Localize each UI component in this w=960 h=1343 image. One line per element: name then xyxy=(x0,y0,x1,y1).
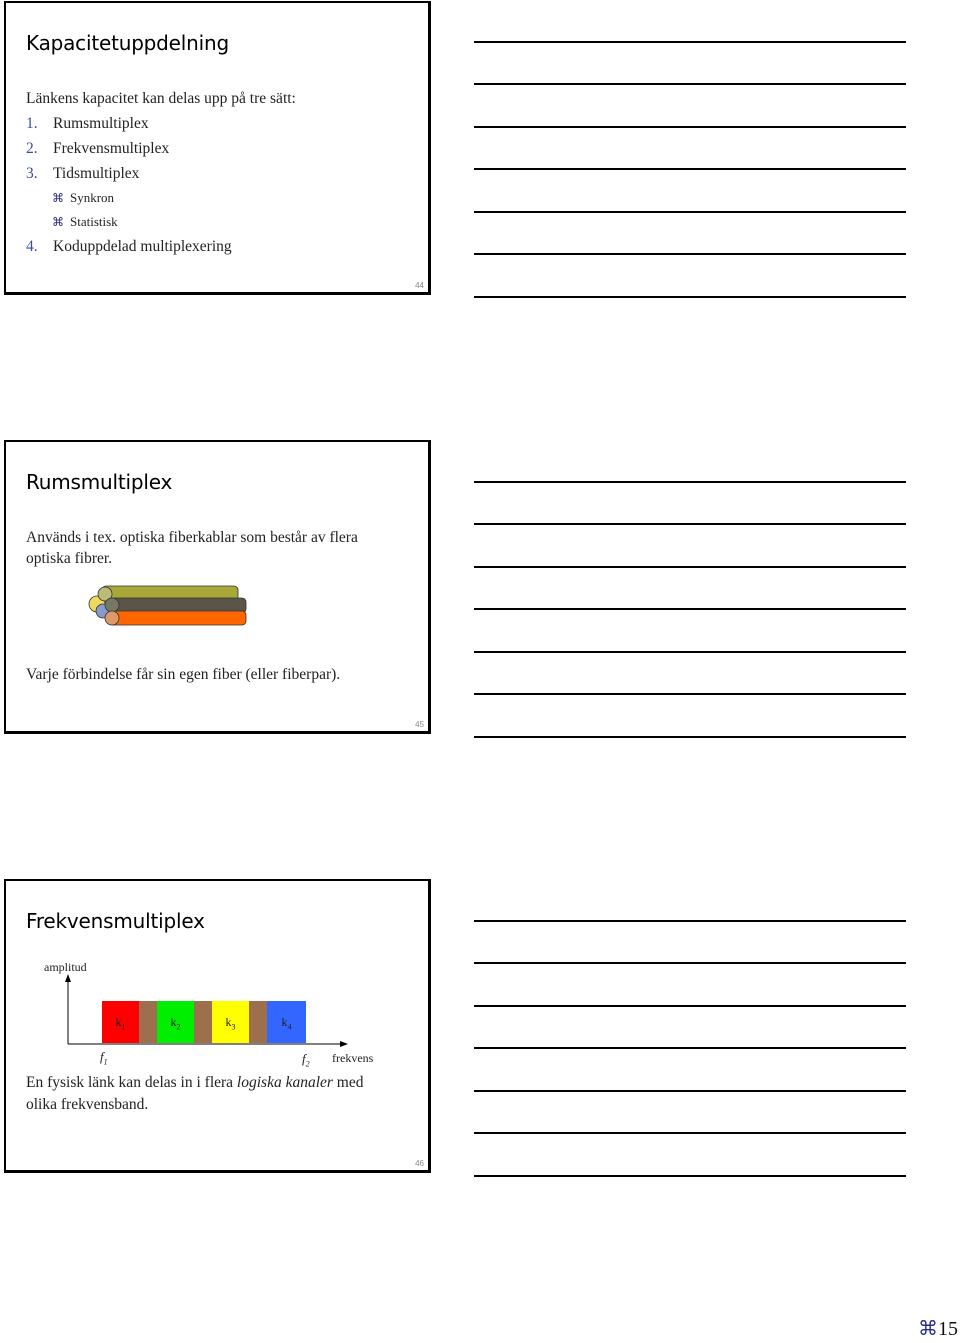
slide-number: 44 xyxy=(415,281,424,290)
fiber-orange xyxy=(108,611,246,625)
slide-number: 46 xyxy=(415,1159,424,1168)
guard-band xyxy=(249,1001,267,1043)
f2-label: $f_2$ xyxy=(302,1051,310,1069)
f1-label: $f_1$ xyxy=(100,1049,108,1067)
page-number: 15 xyxy=(938,1318,958,1340)
x-axis-label: frekvens xyxy=(332,1051,374,1065)
fiber-bundle-illustration xyxy=(84,584,252,630)
fiber-end-orange xyxy=(105,611,119,625)
slide-title: Rumsmultiplex xyxy=(26,470,173,494)
channel-band: $k_4$ xyxy=(267,1001,306,1043)
body-text-line: optiska fibrer. xyxy=(26,550,113,567)
channel-band: $k_1$ xyxy=(102,1001,139,1043)
channel-band: $k_3$ xyxy=(212,1001,249,1043)
slide-45 xyxy=(4,440,431,734)
body-text-line: olika frekvensband. xyxy=(26,1096,149,1113)
guard-band xyxy=(139,1001,157,1043)
slide-title: Kapacitetuppdelning xyxy=(26,31,229,55)
command-icon: ⌘ xyxy=(52,191,64,205)
channel-band: $k_2$ xyxy=(157,1001,194,1043)
slide-44 xyxy=(4,1,431,295)
y-axis-label: amplitud xyxy=(44,960,87,974)
page-footer xyxy=(918,1316,958,1341)
sub-list-item: ⌘ Synkron xyxy=(26,186,232,210)
list-item: 3. Tidsmultiplex xyxy=(26,165,140,182)
guard-band xyxy=(194,1001,212,1043)
command-icon: ⌘ xyxy=(52,215,64,229)
slide-title: Frekvensmultiplex xyxy=(26,909,205,933)
body-text-line: En fysisk länk kan delas in i flera logiska kanaler med xyxy=(26,1074,364,1091)
fiber-end-gray xyxy=(105,598,119,612)
list-item: 1. Rumsmultiplex xyxy=(26,115,149,132)
slide-46 xyxy=(4,879,431,1173)
sub-list-item: ⌘ Statistisk xyxy=(26,210,232,234)
body-text-line: Varje förbindelse får sin egen fiber (eller fiberpar). xyxy=(26,666,341,683)
list-item: 2. Frekvensmultiplex xyxy=(26,140,170,157)
intro-text: Länkens kapacitet kan delas upp på tre sätt: xyxy=(26,90,296,107)
body-text-line: Används i tex. optiska fiberkablar som består av flera xyxy=(26,529,358,546)
list-item: 4. Koduppdelad multiplexering xyxy=(26,238,232,255)
slide-number: 45 xyxy=(415,720,424,729)
method-list xyxy=(26,111,232,259)
command-icon: ⌘ xyxy=(918,1316,938,1340)
frequency-bands xyxy=(102,1001,306,1043)
